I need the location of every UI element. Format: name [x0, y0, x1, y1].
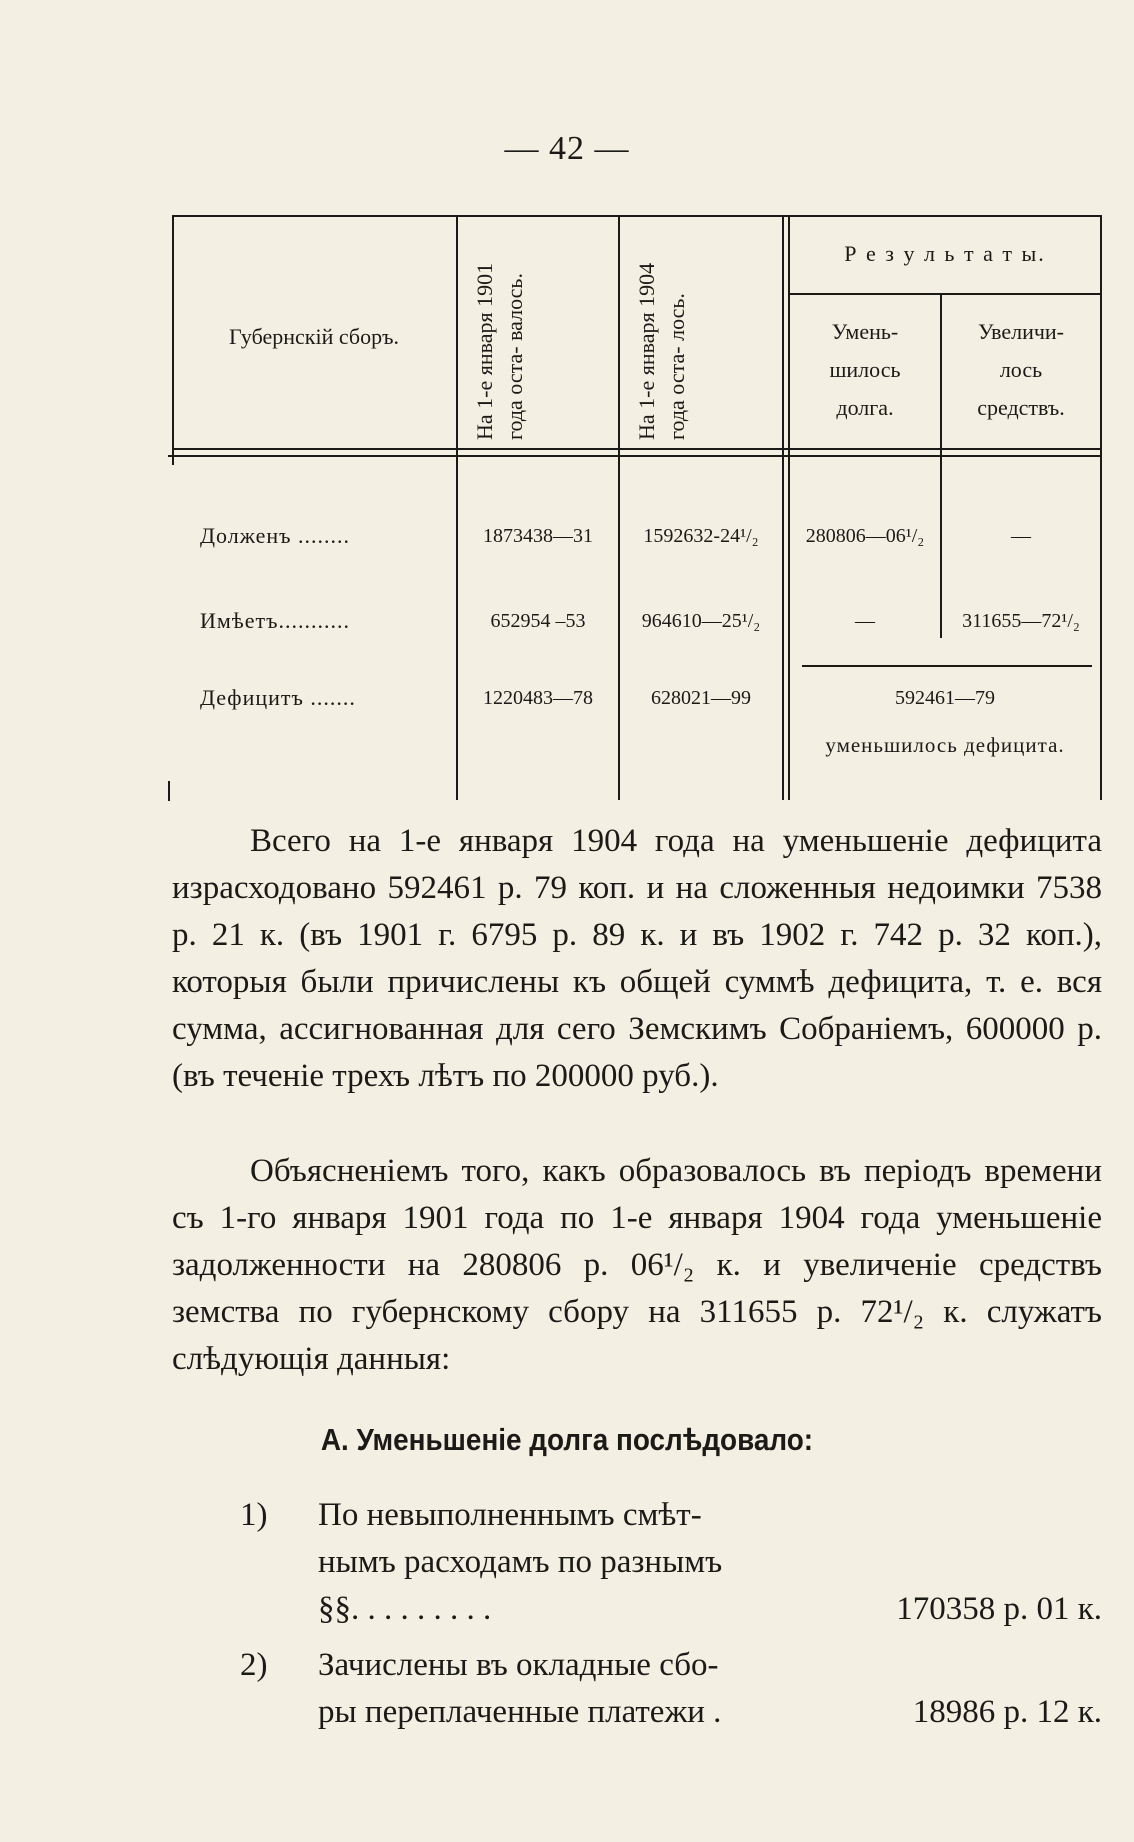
list-item [0, 1642, 1134, 1742]
col-rule-1 [456, 215, 458, 800]
budget-table [172, 215, 1102, 800]
item-number: 1) [240, 1497, 268, 1533]
results-sub-rule [790, 293, 1100, 295]
section-heading: А. Уменьшеніе долга послѣдовало: [320, 1422, 814, 1457]
deficit-brace [802, 665, 1092, 667]
list-item [0, 1492, 1134, 1642]
cell-has-decreased: — [855, 610, 875, 632]
paragraph-2-text: Объясненіемъ того, какъ образовалось въ періодъ времени съ 1-го января 1901 года по 1-е января 1904 года уменьшеніе задолженности на 280806 р. 06¹/₂ к. и увеличеніе средствъ земства по губернскому сбору на 311655 р. 72¹/₂ к. служатъ слѣдующія данныя: [172, 1153, 1102, 1377]
item-amount: 18986 р. 12 к. [912, 1694, 1102, 1730]
header-decreased-line-2: шилось [829, 357, 901, 382]
cell-deficit-merged-note: уменьшилось дефицита. [825, 733, 1065, 757]
table-right-rule [1100, 215, 1102, 800]
item-number: 2) [240, 1647, 268, 1683]
header-decreased [790, 313, 940, 427]
col-rule-3 [782, 215, 784, 800]
cell-deficit-merged-value: 592461—79 [895, 687, 995, 709]
item-line: Зачислены въ окладные сбо- [318, 1647, 719, 1683]
header-jan1901: На 1-е января 1901 года оста- валось. [472, 262, 527, 440]
header-rule-1 [172, 448, 1100, 450]
item-text [318, 1492, 788, 1633]
header-increased-line-2: лось [999, 357, 1043, 382]
cell-has-1904: 964610—25¹/₂ [641, 610, 761, 632]
paragraph-2 [172, 1148, 1102, 1383]
header-increased-line-3: средствъ. [977, 395, 1065, 420]
cell-has-1901: 652954 –53 [490, 610, 586, 632]
item-line: По невыполненнымъ смѣт- [318, 1497, 702, 1533]
header-fund: Губернскій сборъ. [229, 324, 399, 349]
col-rule-4 [788, 215, 790, 800]
col-rule-2 [618, 215, 620, 800]
item-line: нымъ расходамъ по разнымъ [318, 1544, 723, 1580]
table-top-rule [172, 215, 1100, 217]
cell-owes-decreased: 280806—06¹/₂ [805, 525, 925, 547]
row-label-owes: Долженъ ........ [200, 523, 351, 548]
header-decreased-line-3: долга. [836, 395, 894, 420]
header-decreased-line-1: Умень- [831, 319, 899, 344]
stub-left-rule [168, 781, 170, 801]
paragraph-1-text: Всего на 1-е января 1904 года на уменьшеніе дефицита израсходовано 592461 р. 79 коп. и на сложенныя недоимки 7538 р. 21 к. (въ 1901 г. 6795 р. 89 к. и въ 1902 г. 742 р. 32 коп.), которыя были причислены къ общей суммѣ дефицита, т. е. вся сумма, ассигнованная для сего Земскимъ Собраніемъ, 600000 р. (въ теченіе трехъ лѣтъ по 200000 руб.). [172, 823, 1102, 1094]
header-increased-line-1: Увеличи- [977, 319, 1065, 344]
item-amount: 170358 р. 01 к. [896, 1591, 1102, 1627]
cell-owes-increased: — [1011, 525, 1031, 547]
page-number: — 42 — [504, 130, 630, 167]
row-label-has: Имѣетъ........... [200, 608, 351, 633]
cell-owes-1901: 1873438—31 [483, 525, 593, 547]
row-label-deficit: Дефицитъ ....... [200, 685, 356, 710]
item-text [318, 1642, 788, 1736]
cell-deficit-1901: 1220483—78 [483, 687, 593, 709]
cell-deficit-1904: 628021—99 [651, 687, 751, 709]
item-line: §§. . . . . . . . . [318, 1591, 492, 1627]
cell-owes-1904: 1592632-24¹/₂ [643, 525, 759, 547]
header-jan1904: На 1-е января 1904 года оста- лось. [634, 262, 689, 440]
header-rule-2 [168, 455, 1100, 457]
paragraph-1 [172, 818, 1102, 1100]
item-line: ры переплаченные платежи . [318, 1694, 722, 1730]
header-increased [942, 313, 1100, 427]
cell-has-increased: 311655—72¹/₂ [962, 610, 1080, 632]
header-results: Р е з у л ь т а т ы. [844, 241, 1046, 266]
